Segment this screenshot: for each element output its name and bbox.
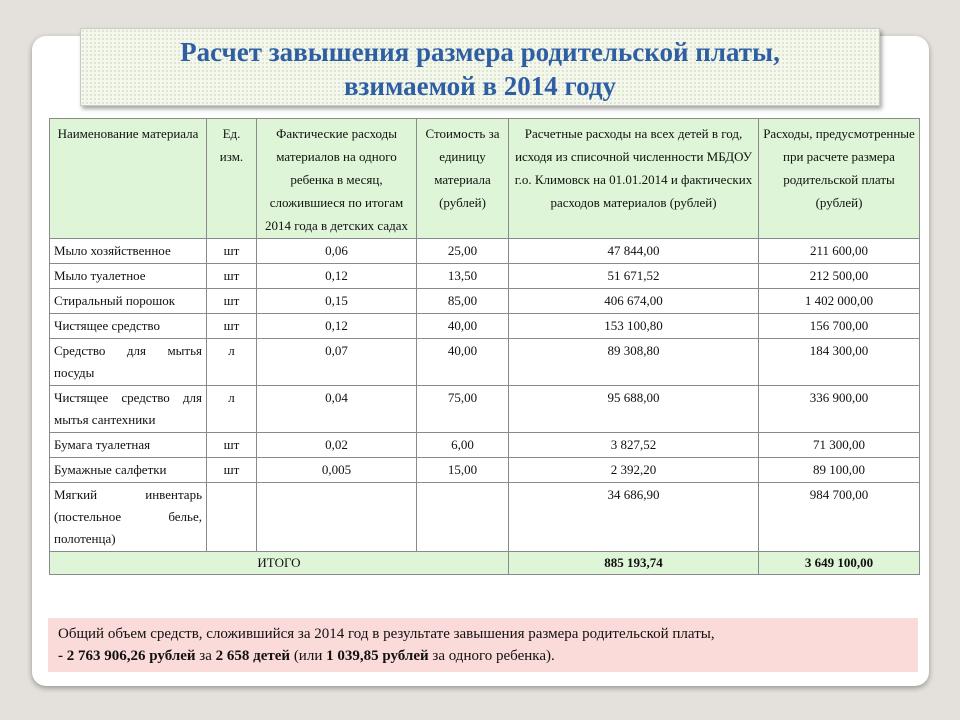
cell-consumption: 0,04 bbox=[257, 386, 417, 433]
cell-unit: шт bbox=[207, 314, 257, 339]
cell-name: Чистящее средство для мытья сантехники bbox=[50, 386, 207, 433]
summary-line-1: Общий объем средств, сложившийся за 2014 год в результате завышения размера родительской платы, bbox=[58, 626, 715, 642]
cell-unit: л bbox=[207, 386, 257, 433]
cell-calculated: 153 100,80 bbox=[509, 314, 759, 339]
summary-amount: - 2 763 906,26 рублей bbox=[58, 648, 196, 664]
cell-calculated: 51 671,52 bbox=[509, 264, 759, 289]
total-calculated: 885 193,74 bbox=[604, 555, 663, 570]
cell-name: Бумажные салфетки bbox=[50, 458, 207, 483]
total-label: ИТОГО bbox=[50, 552, 509, 575]
cell-consumption: 0,15 bbox=[257, 289, 417, 314]
cell-planned: 212 500,00 bbox=[759, 264, 920, 289]
table-row bbox=[50, 314, 920, 339]
header-price: Стоимость за единицу материала (рублей) bbox=[417, 119, 509, 239]
cell-price: 75,00 bbox=[417, 386, 509, 433]
header-consumption: Фактические расходы материалов на одного ребенка в месяц, сложившиеся по итогам 2014 года в детских садах bbox=[257, 119, 417, 239]
cell-planned: 71 300,00 bbox=[759, 433, 920, 458]
title-line-2: взимаемой в 2014 году bbox=[343, 71, 617, 101]
summary-end-text: за одного ребенка). bbox=[428, 648, 555, 664]
cell-consumption: 0,005 bbox=[257, 458, 417, 483]
cell-name: Стиральный порошок bbox=[50, 289, 207, 314]
cell-unit bbox=[207, 483, 257, 552]
table-row bbox=[50, 386, 920, 433]
cell-calculated: 406 674,00 bbox=[509, 289, 759, 314]
cell-name: Чистящее средство bbox=[50, 314, 207, 339]
cell-consumption: 0,02 bbox=[257, 433, 417, 458]
table-row bbox=[50, 239, 920, 264]
cell-name: Бумага туалетная bbox=[50, 433, 207, 458]
cell-calculated: 47 844,00 bbox=[509, 239, 759, 264]
cell-planned: 184 300,00 bbox=[759, 339, 920, 386]
cell-planned: 89 100,00 bbox=[759, 458, 920, 483]
header-unit: Ед. изм. bbox=[207, 119, 257, 239]
cell-unit: шт bbox=[207, 458, 257, 483]
cell-calculated: 2 392,20 bbox=[509, 458, 759, 483]
cell-price: 6,00 bbox=[417, 433, 509, 458]
cell-unit: шт bbox=[207, 239, 257, 264]
table-row bbox=[50, 289, 920, 314]
cell-planned: 336 900,00 bbox=[759, 386, 920, 433]
cell-unit: шт bbox=[207, 264, 257, 289]
cell-unit: л bbox=[207, 339, 257, 386]
title-line-1: Расчет завышения размера родительской платы, bbox=[180, 37, 780, 67]
cell-name: Мыло хозяйственное bbox=[50, 239, 207, 264]
cell-price bbox=[417, 483, 509, 552]
cell-planned: 211 600,00 bbox=[759, 239, 920, 264]
cell-price: 15,00 bbox=[417, 458, 509, 483]
cell-planned: 156 700,00 bbox=[759, 314, 920, 339]
header-name: Наименование материала bbox=[50, 119, 207, 239]
table-header-row bbox=[50, 119, 920, 239]
summary-for-text: за bbox=[195, 648, 216, 664]
cell-consumption: 0,07 bbox=[257, 339, 417, 386]
cell-calculated: 89 308,80 bbox=[509, 339, 759, 386]
table-row bbox=[50, 339, 920, 386]
cell-unit: шт bbox=[207, 289, 257, 314]
summary-line-2 bbox=[58, 645, 908, 667]
summary-children: 2 658 детей bbox=[215, 648, 291, 664]
total-planned-cell bbox=[759, 552, 920, 575]
cell-price: 25,00 bbox=[417, 239, 509, 264]
cell-calculated: 95 688,00 bbox=[509, 386, 759, 433]
cell-calculated: 3 827,52 bbox=[509, 433, 759, 458]
table-row bbox=[50, 458, 920, 483]
total-row bbox=[50, 552, 920, 575]
cell-consumption: 0,12 bbox=[257, 314, 417, 339]
cell-consumption: 0,06 bbox=[257, 239, 417, 264]
cell-price: 85,00 bbox=[417, 289, 509, 314]
header-calculated: Расчетные расходы на всех детей в год, исходя из списочной численности МБДОУ г.о. Климовск на 01.01.2014 и фактических расходов материалов (рублей) bbox=[509, 119, 759, 239]
page-title bbox=[80, 28, 880, 106]
summary-per-child: 1 039,85 рублей bbox=[326, 648, 429, 664]
table-row bbox=[50, 264, 920, 289]
cell-unit: шт bbox=[207, 433, 257, 458]
cell-price: 13,50 bbox=[417, 264, 509, 289]
cell-name: Мыло туалетное bbox=[50, 264, 207, 289]
total-calculated-cell bbox=[509, 552, 759, 575]
summary-or-text: (или bbox=[290, 648, 327, 664]
cell-consumption bbox=[257, 483, 417, 552]
summary-box bbox=[48, 618, 918, 672]
cell-price: 40,00 bbox=[417, 314, 509, 339]
header-planned: Расходы, предусмотренные при расчете размера родительской платы (рублей) bbox=[759, 119, 920, 239]
cell-planned: 1 402 000,00 bbox=[759, 289, 920, 314]
cell-name: Мягкий инвентарь (постельное белье, полотенца) bbox=[50, 483, 207, 552]
table-row bbox=[50, 433, 920, 458]
cost-table bbox=[49, 118, 920, 575]
table-row bbox=[50, 483, 920, 552]
cell-planned: 984 700,00 bbox=[759, 483, 920, 552]
cell-consumption: 0,12 bbox=[257, 264, 417, 289]
total-planned: 3 649 100,00 bbox=[804, 555, 874, 570]
cell-name: Средство для мытья посуды bbox=[50, 339, 207, 386]
cell-calculated: 34 686,90 bbox=[509, 483, 759, 552]
cell-price: 40,00 bbox=[417, 339, 509, 386]
